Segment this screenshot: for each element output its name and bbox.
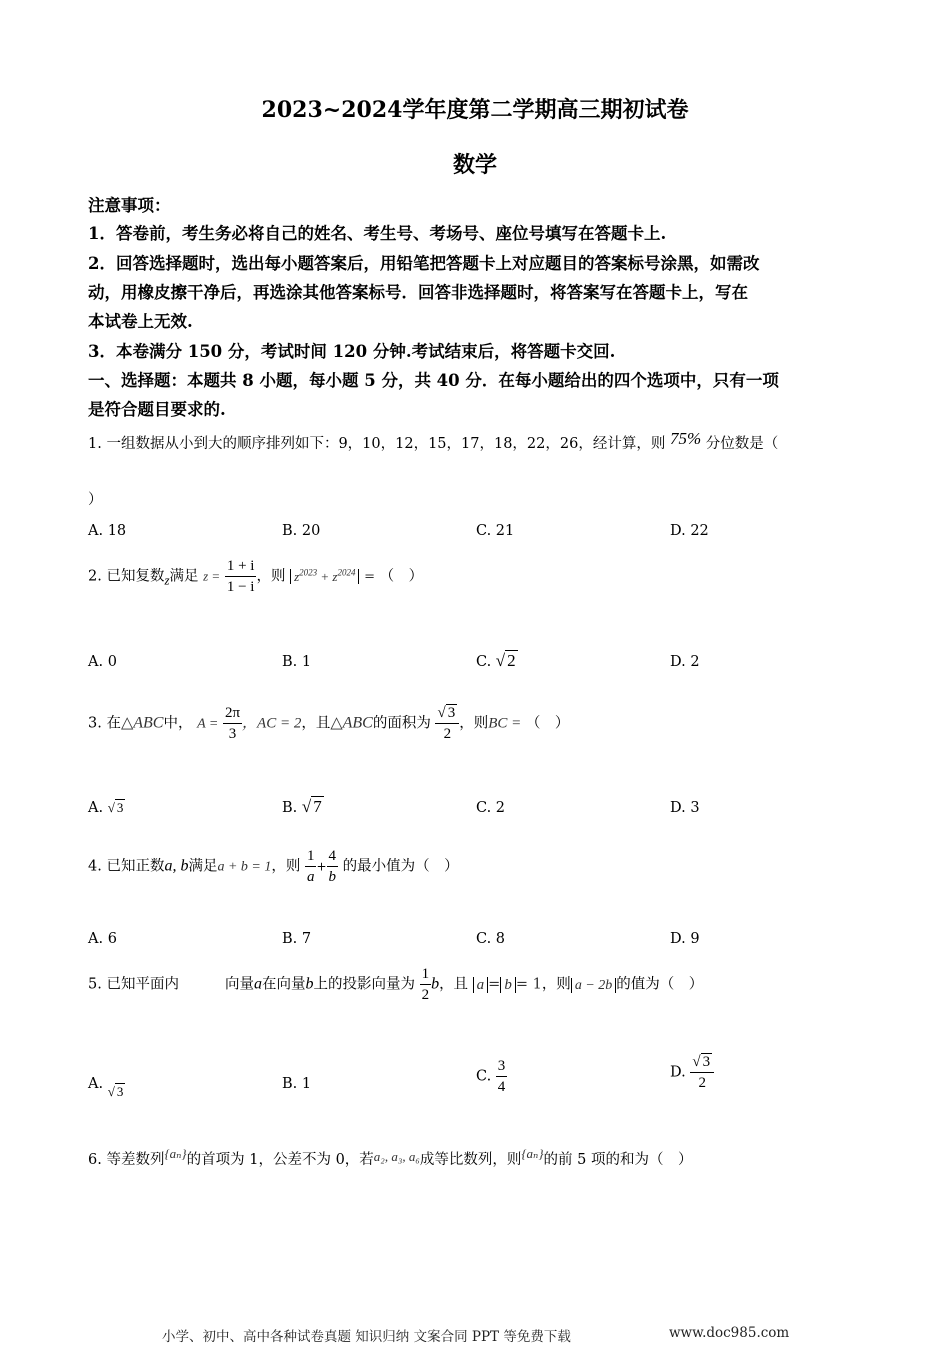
q3-triangle: △ABC — [120, 714, 164, 732]
q1-text: 1. 一组数据从小到大的顺序排列如下：9，10，12，15，17，18，22，26，经计算，则 — [88, 436, 666, 452]
q3-area: 的面积为 — [372, 715, 431, 732]
q5-tail: 的值为（ ） — [616, 976, 704, 993]
q2-plus: + z — [317, 568, 338, 584]
q4-vars: a, b — [164, 857, 189, 875]
q3-angle-fraction — [223, 703, 242, 744]
q5-option-a-sqrt: √ 3 — [107, 1084, 124, 1099]
q5-and: ，且 — [439, 976, 469, 993]
q3-a-eq: A = — [197, 716, 219, 732]
q5-proj-fraction — [420, 964, 432, 1005]
q4-d1: a — [306, 869, 315, 885]
q5-option-a-radicand: 3 — [116, 1084, 124, 1099]
q5-option-c-label: C. — [476, 1068, 492, 1085]
exam-title: 2023~2024学年度第二学期高三期初试卷 — [261, 97, 689, 123]
q1-percent: 75% — [669, 429, 702, 448]
q3-option-b — [282, 788, 324, 817]
note-2-line-1: 2．回答选择题时，选出每小题答案后，用铅笔把答题卡上对应题目的答案标号涂黑，如需改 — [88, 254, 760, 273]
q2-mid: 满足 — [169, 568, 199, 585]
q4-pre: 4. 已知正数 — [88, 858, 165, 875]
q3-area-fraction — [435, 703, 459, 744]
q3-option-d: D. 3 — [670, 800, 700, 816]
q3-then: ，则 — [459, 715, 489, 732]
question-3 — [88, 703, 569, 744]
q3-option-a-sqrt: √ 3 — [107, 800, 124, 815]
q2-exp-2023: 2023 — [299, 567, 318, 578]
q6-terms: a₂, a₃, a₆ — [373, 1149, 420, 1164]
q2-option-c — [476, 644, 518, 671]
q3-area-numerator: √ 3 — [435, 703, 459, 724]
q5-option-d-label: D. — [670, 1064, 686, 1081]
q4-then: ，则 — [271, 858, 301, 875]
question-4 — [88, 846, 459, 887]
q1-option-c: C. 21 — [476, 523, 515, 539]
q3-option-b-label: B. — [282, 800, 298, 816]
q2-option-a: A. 0 — [88, 654, 117, 670]
q3-option-c: C. 2 — [476, 800, 506, 816]
q1-option-b: B. 20 — [282, 523, 321, 539]
q5-option-a-label: A. — [88, 1076, 104, 1092]
q2-option-b: B. 1 — [282, 654, 312, 670]
q3-and: ，且 — [301, 715, 331, 732]
q5-proj-numerator: 1 — [420, 964, 432, 985]
q1-close-paren: ） — [88, 492, 103, 508]
q5-option-d-denominator: 2 — [698, 1075, 706, 1091]
q4-mid: 满足 — [188, 858, 218, 875]
q2-option-c-radicand: 2 — [507, 651, 516, 670]
q5-proj-denominator: 2 — [421, 987, 430, 1003]
q3-mid: 中， — [163, 715, 193, 732]
note-3: 3．本卷满分 150 分，考试时间 120 分钟.考试结束后，将答题卡交回. — [88, 342, 616, 361]
q2-pre: 2. 已知复数 — [88, 568, 165, 585]
q2-z1: z — [294, 568, 300, 584]
q5-option-d-fraction — [690, 1052, 714, 1093]
q5-vector-a: a — [253, 975, 262, 993]
q2-option-c-sqrt: √ 2 — [495, 651, 516, 670]
q2-denominator: 1 − i — [226, 579, 255, 595]
q5-then: ，则 — [541, 976, 571, 993]
q2-paren: （ ） — [379, 568, 424, 585]
q5-option-a — [88, 1074, 125, 1100]
q6-pre: 6. 等差数列 — [88, 1152, 165, 1168]
question-6 — [88, 1146, 692, 1169]
q4-n1: 1 — [305, 846, 317, 867]
q5-mid: 向量 — [224, 976, 254, 993]
q3-option-b-sqrt: √ 7 — [301, 797, 322, 816]
q3-option-a-label: A. — [88, 800, 104, 816]
q1-tail: 分位数是（ — [705, 436, 779, 452]
q2-eq: = — [364, 569, 375, 585]
footer-url[interactable]: www.doc985.com — [669, 1325, 790, 1341]
q5-option-b: B. 1 — [282, 1076, 312, 1092]
q5-diff: a − 2b — [571, 978, 616, 993]
question-5 — [88, 964, 703, 1005]
q4-option-d: D. 9 — [670, 931, 700, 947]
q6-sequence: {aₙ} — [164, 1146, 187, 1161]
note-2-line-3: 本试卷上无效. — [88, 312, 193, 331]
q6-sequence-2: {aₙ} — [521, 1146, 544, 1161]
notes-heading: 注意事项： — [88, 196, 171, 215]
q3-option-a-radicand: 3 — [116, 800, 124, 815]
q5-option-d-radicand: 3 — [702, 1054, 711, 1070]
q3-paren: （ ） — [525, 715, 570, 732]
q3-bc: BC = — [488, 715, 522, 732]
q6-tail: 的前 5 项的和为（ ） — [543, 1152, 693, 1168]
q2-numerator: 1 + i — [225, 556, 257, 577]
q4-option-b: B. 7 — [282, 931, 312, 947]
q3-option-a — [88, 790, 125, 816]
q6-geo: 成等比数列，则 — [419, 1152, 522, 1168]
q5-norm-b: b — [500, 977, 516, 993]
q4-option-c: C. 8 — [476, 931, 506, 947]
subject-title: 数学 — [452, 152, 497, 178]
q5-eq1: = — [488, 976, 501, 993]
q5-norm-a: a — [473, 977, 489, 993]
q5-option-c-fraction — [496, 1056, 508, 1097]
q5-option-c — [476, 1056, 507, 1097]
q4-plus: + — [316, 859, 327, 874]
q1-option-d: D. 22 — [670, 523, 709, 539]
section-heading-line-2: 是符合题目要求的. — [88, 400, 226, 419]
q5-option-d-numerator: √ 3 — [690, 1052, 714, 1073]
q5-proj: 上的投影向量为 — [313, 976, 415, 993]
q3-triangle-2: △ABC — [330, 714, 373, 732]
q3-numerator: 2π — [223, 703, 242, 724]
q5-pre: 5. 已知平面内 — [88, 976, 179, 993]
q5-proj-b: b — [431, 975, 440, 993]
q2-fraction — [225, 556, 257, 597]
q4-d2: b — [328, 869, 337, 885]
q2-var: z — [164, 572, 170, 588]
q2-exp-2024: 2024 — [337, 567, 356, 578]
footer-text: 小学、初中、高中各种试卷真题 知识归纳 文案合同 PPT 等免费下载 — [162, 1329, 571, 1345]
q3-area-denominator: 2 — [443, 726, 452, 742]
q4-tail: 的最小值为（ ） — [342, 858, 459, 875]
note-2-line-2: 动，用橡皮擦干净后，再选涂其他答案标号．回答非选择题时，将答案写在答题卡上，写在 — [88, 283, 748, 302]
q3-pre: 3. 在 — [88, 715, 121, 732]
q6-mid: 的首项为 1，公差不为 0，若 — [186, 1152, 374, 1168]
note-1: 1．答卷前，考生务必将自己的姓名、考生号、考场号、座位号填写在答题卡上. — [88, 224, 667, 243]
q5-eq2: = 1 — [515, 976, 542, 993]
q4-n2: 4 — [327, 846, 339, 867]
q4-condition: a + b = 1 — [217, 859, 272, 875]
q5-option-d — [670, 1052, 714, 1093]
q5-option-c-denominator: 4 — [497, 1079, 506, 1095]
q5-on: 在向量 — [261, 976, 306, 993]
q2-then: ，则 — [256, 568, 286, 585]
q4-fraction-1 — [305, 846, 317, 887]
q2-abs-expr — [290, 569, 359, 584]
q4-fraction-2 — [327, 846, 339, 887]
q1-option-a: A. 18 — [88, 523, 127, 539]
q2-z-eq: z = — [203, 568, 221, 584]
section-heading-line-1: 一、选择题：本题共 8 小题，每小题 5 分，共 40 分．在每小题给出的四个选项中，只有一项 — [88, 371, 779, 390]
q2-option-c-label: C. — [476, 654, 492, 670]
q3-option-b-radicand: 7 — [313, 797, 322, 816]
question-2 — [88, 556, 423, 597]
question-1 — [88, 429, 778, 453]
q3-denominator: 3 — [228, 726, 237, 742]
q4-option-a: A. 6 — [88, 931, 117, 947]
q3-ac: ，AC = 2 — [242, 715, 302, 732]
q5-option-c-numerator: 3 — [496, 1056, 508, 1077]
q5-vector-b: b — [305, 975, 314, 993]
q2-option-d: D. 2 — [670, 654, 700, 670]
q3-area-radicand: 3 — [447, 705, 456, 721]
